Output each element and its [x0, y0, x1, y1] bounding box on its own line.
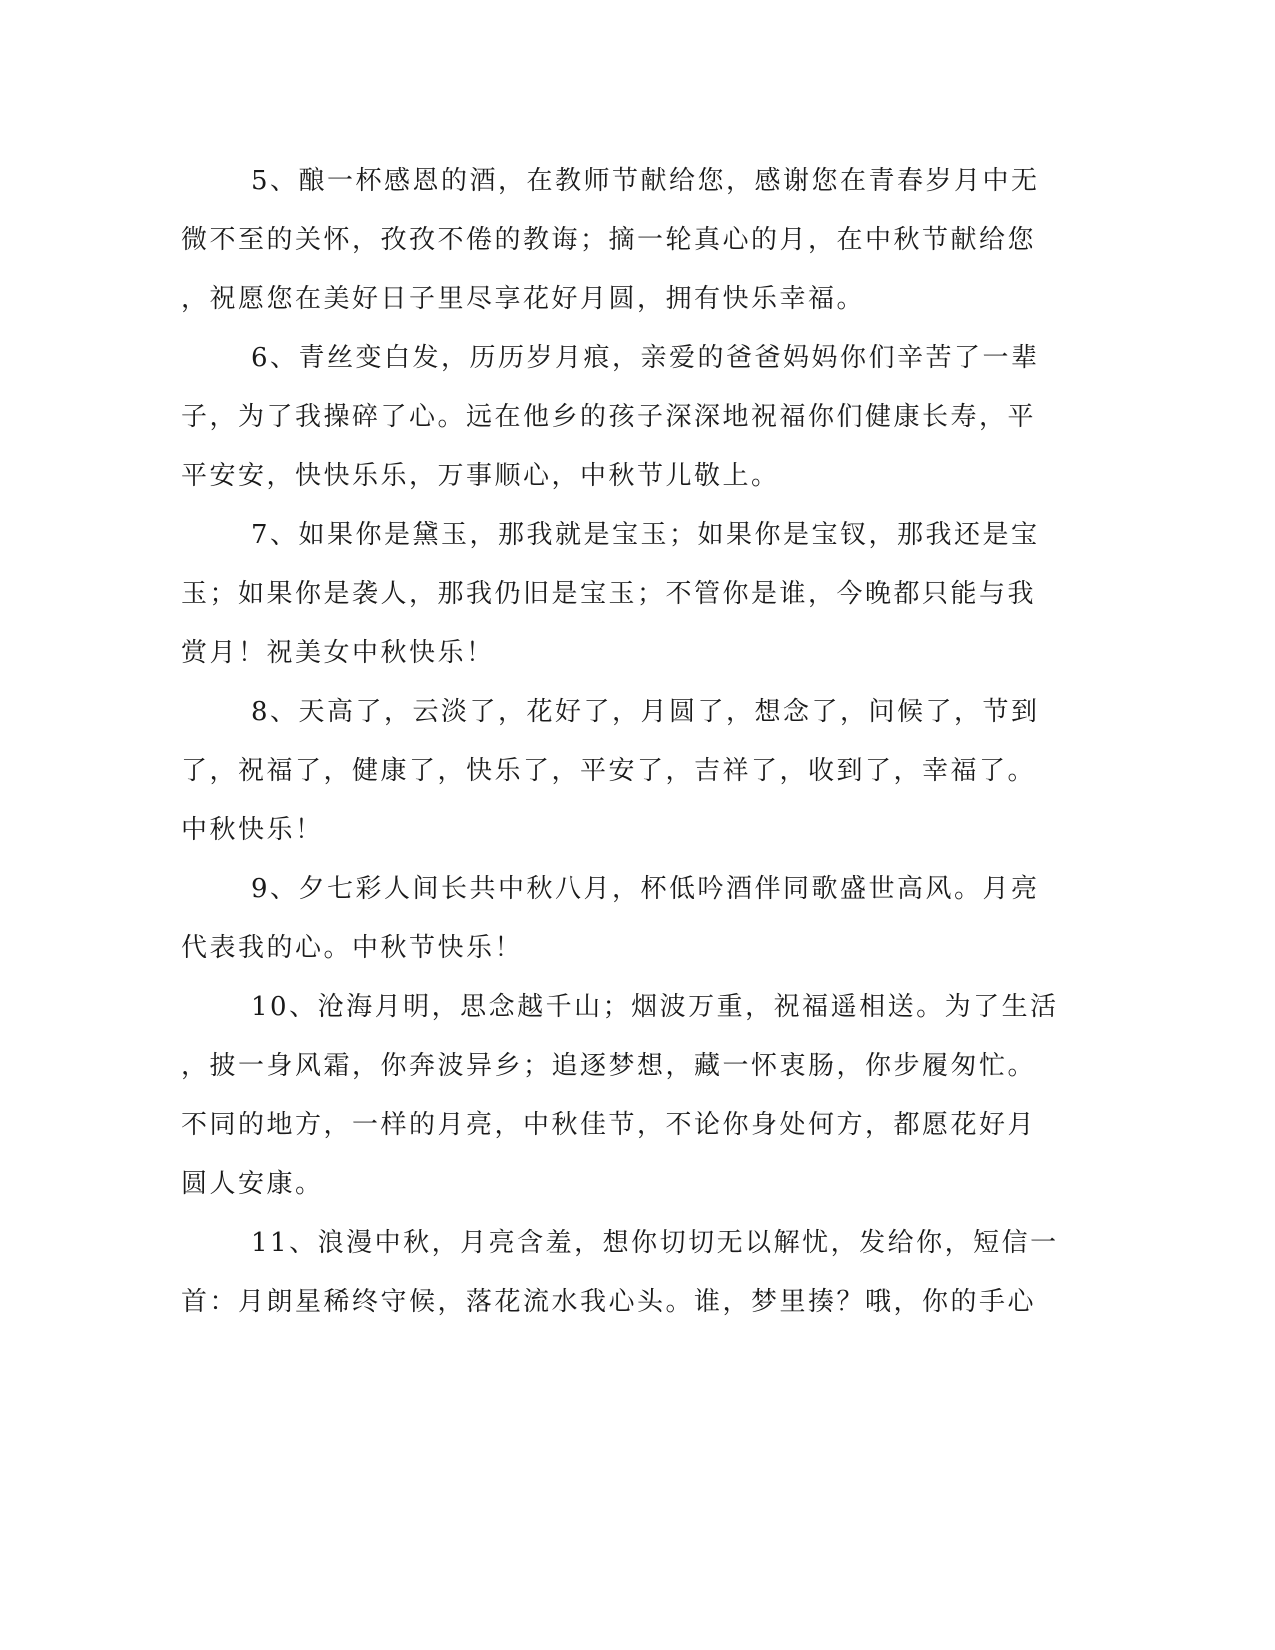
text-line: 9、夕七彩人间长共中秋八月，杯低吟酒伴同歌盛世高风。月亮 — [251, 874, 1040, 904]
text-line: 8、天高了，云淡了，花好了，月圆了，想念了，问候了，节到 — [251, 697, 1040, 727]
text-line: 赏月！祝美女中秋快乐！ — [181, 638, 495, 668]
text-line: 6、青丝变白发，历历岁月痕，亲爱的爸爸妈妈你们辛苦了一辈 — [251, 343, 1040, 373]
text-line: 首：月朗星稀终守候，落花流水我心头。谁，梦里揍？哦，你的手心 — [181, 1287, 1037, 1317]
text-line: 不同的地方，一样的月亮，中秋佳节，不论你身处何方，都愿花好月 — [181, 1110, 1037, 1140]
text-line: 5、酿一杯感恩的酒，在教师节献给您，感谢您在青春岁月中无 — [251, 166, 1040, 196]
text-line: 代表我的心。中秋节快乐！ — [181, 933, 524, 963]
text-line: 平安安，快快乐乐，万事顺心，中秋节儿敬上。 — [181, 461, 780, 491]
text-line: 11、浪漫中秋，月亮含羞，想你切切无以解忧，发给你，短信一 — [251, 1228, 1059, 1258]
text-line: ，披一身风霜，你奔波异乡；追逐梦想，藏一怀衷肠，你步履匆忙。 — [181, 1051, 1037, 1081]
text-line: 微不至的关怀，孜孜不倦的教诲；摘一轮真心的月，在中秋节献给您 — [181, 225, 1037, 255]
text-line: 玉；如果你是袭人，那我仍旧是宝玉；不管你是谁，今晚都只能与我 — [181, 579, 1037, 609]
text-line: 中秋快乐！ — [181, 815, 324, 845]
text-line: 7、如果你是黛玉，那我就是宝玉；如果你是宝钗，那我还是宝 — [251, 520, 1040, 550]
document-body — [181, 152, 1059, 1332]
text-line: 了，祝福了，健康了，快乐了，平安了，吉祥了，收到了，幸福了。 — [181, 756, 1037, 786]
text-line: ，祝愿您在美好日子里尽享花好月圆，拥有快乐幸福。 — [181, 284, 866, 314]
text-line: 圆人安康。 — [181, 1169, 324, 1199]
text-line: 子，为了我操碎了心。远在他乡的孩子深深地祝福你们健康长寿，平 — [181, 402, 1037, 432]
text-line: 10、沧海月明，思念越千山；烟波万重，祝福遥相送。为了生活 — [251, 992, 1059, 1022]
